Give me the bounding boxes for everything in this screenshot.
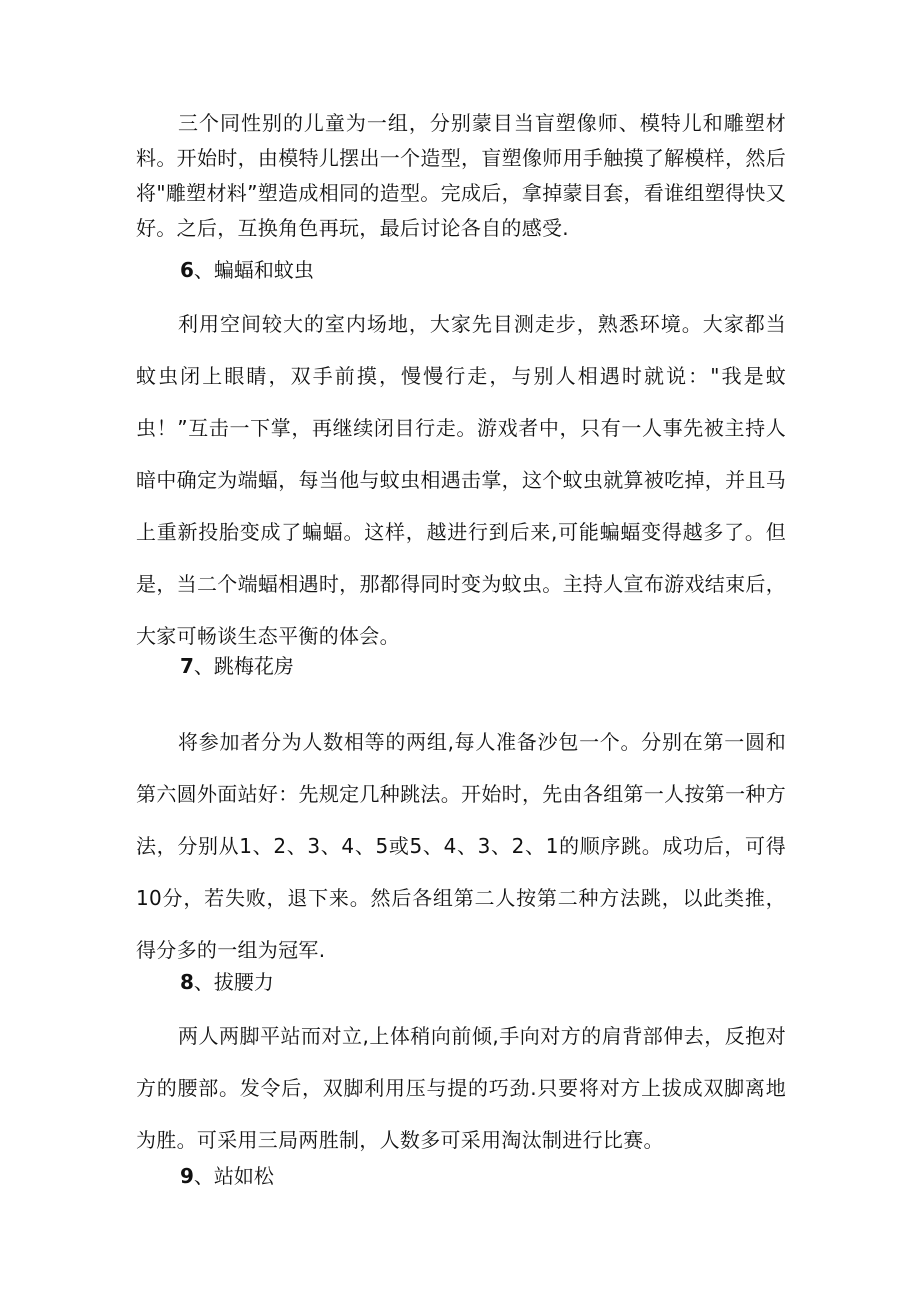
section-heading-7	[180, 652, 294, 680]
section-number: 6	[180, 258, 194, 282]
section-title: 、站如松	[193, 1164, 274, 1188]
section-number: 8	[180, 970, 194, 994]
section-number: 7	[180, 654, 194, 678]
paragraph-sculpture-game: 三个同性别的儿童为一组，分别蒙目当盲塑像师、模特儿和雕塑材料。开始时，由模特儿摆出一个造型，盲塑像师用手触摸了解模样，然后将"雕塑材料”塑造成相同的造型。完成后，拿掉蒙目套，看谁组塑得快又好。之后，互换角色再玩，最后讨论各自的感受.	[136, 111, 786, 240]
section-heading-9	[180, 1162, 274, 1190]
paragraph-waist-pulling: 两人两脚平站而对立,上体稍向前倾,手向对方的肩背部伸去，反抱对方的腰部。发令后，双脚利用压与提的巧劲.只要将对方上拔成双脚离地为胜。可采用三局两胜制，人数多可采用淘汰制进行比赛。	[136, 1024, 786, 1152]
paragraph-bats-and-mosquitoes: 利用空间较大的室内场地，大家先目测走步，熟悉环境。大家都当蚊虫闭上眼睛，双手前摸，慢慢行走，与别人相遇时就说："我是蚊虫！”互击一下掌，再继续闭目行走。游戏者中，只有一人事先被主持人暗中确定为端蝠，每当他与蚊虫相遇击掌，这个蚊虫就算被吃掉，并且马上重新投胎变成了蝙蝠。这样，越进行到后来,可能蝙蝠变得越多了。但是，当二个端蝠相遇时，那都得同时变为蚊虫。主持人宣布游戏结束后，大家可畅谈生态平衡的体会。	[136, 312, 786, 648]
section-number: 9	[180, 1164, 194, 1188]
section-title: 、拔腰力	[193, 970, 274, 994]
section-title: 、蝙蝠和蚊虫	[193, 258, 314, 282]
section-title: 、跳梅花房	[193, 654, 294, 678]
section-heading-6	[180, 256, 314, 284]
paragraph-plum-blossom-hopscotch: 将参加者分为人数相等的两组,每人准备沙包一个。分别在第一圆和第六圆外面站好：先规定几种跳法。开始时，先由各组第一人按第一种方法，分别从1、2、3、4、5或5、4、3、2、1的顺序跳。成功后，可得10分，若失败，退下来。然后各组第二人按第二种方法跳，以此类推，得分多的一组为冠军.	[136, 730, 786, 962]
section-heading-8	[180, 968, 274, 996]
